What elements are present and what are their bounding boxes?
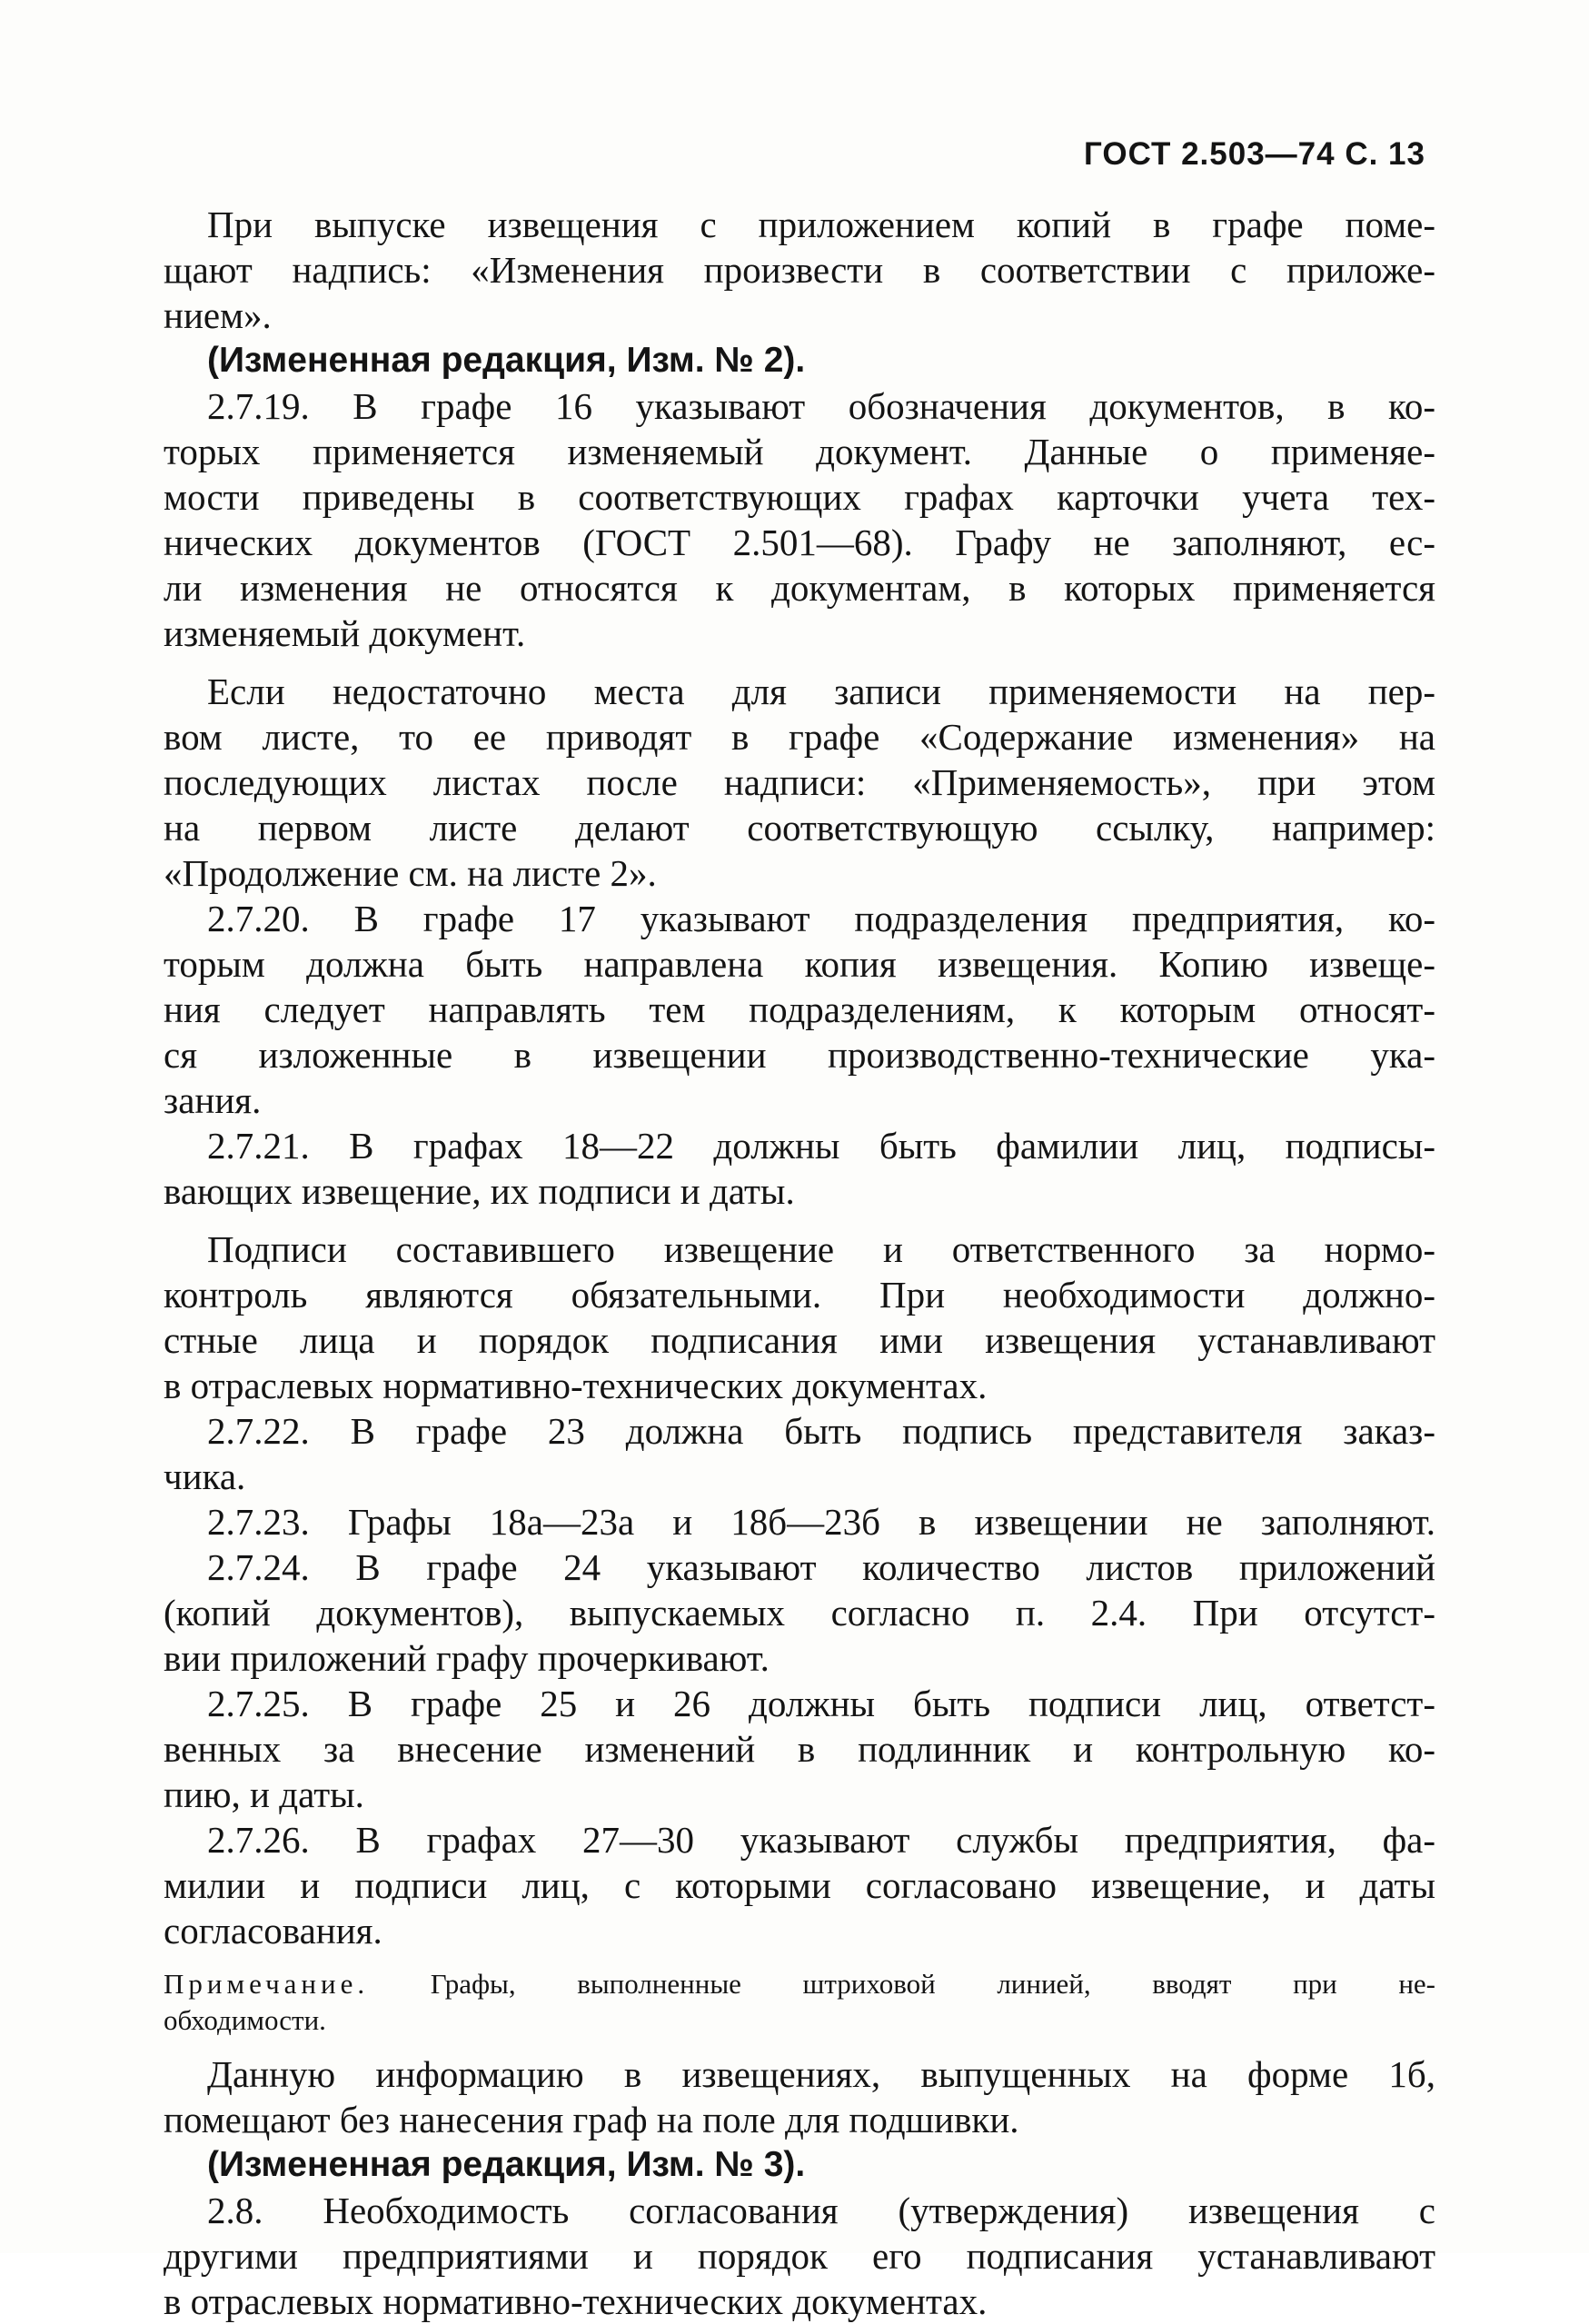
text-line: вающих извещение, их подписи и даты. xyxy=(164,1170,795,1212)
text-line: ся изложенные в извещении производственно-технические ука- xyxy=(164,1034,1435,1076)
text-line: Если недостаточно места для записи применяемости на пер- xyxy=(207,670,1435,712)
text-line: на первом листе делают соответствующую ссылку, например: xyxy=(164,807,1435,849)
running-head: ГОСТ 2.503—74 С. 13 xyxy=(1083,136,1425,172)
text-line: 2.7.21. В графах 18—22 должны быть фамилии лиц, подписы- xyxy=(207,1125,1435,1167)
note-line: обходимости. xyxy=(164,2004,326,2036)
text-line: в отраслевых нормативно-технических документах. xyxy=(164,2280,988,2322)
text-line: контроль являются обязательными. При необходимости должно- xyxy=(164,1274,1435,1316)
text-line: торых применяется изменяемый документ. Данные о применяе- xyxy=(164,431,1435,472)
text-line: 2.7.19. В графе 16 указывают обозначения документов, в ко- xyxy=(207,385,1435,427)
text-line: в отраслевых нормативно-технических документах. xyxy=(164,1365,988,1406)
text-line: 2.7.25. В графе 25 и 26 должны быть подписи лиц, ответст- xyxy=(207,1683,1435,1724)
text-line: нических документов (ГОСТ 2.501—68). Графу не заполняют, ес- xyxy=(164,521,1435,563)
text-line: 2.7.23. Графы 18а—23а и 18б—23б в извещении не заполняют. xyxy=(207,1501,1435,1543)
text-line: 2.8. Необходимость согласования (утверждения) извещения с xyxy=(207,2190,1435,2231)
text-line: 2.7.22. В графе 23 должна быть подпись представителя заказ- xyxy=(207,1410,1435,1452)
text-line: щают надпись: «Изменения произвести в соответствии с приложе- xyxy=(164,249,1435,291)
note-text: Графы, выполненные штриховой линией, вводят при не- xyxy=(430,1968,1435,2000)
text-line: милии и подписи лиц, с которыми согласовано извещение, и даты xyxy=(164,1864,1435,1906)
text-line: Данную информацию в извещениях, выпущенных на форме 1б, xyxy=(207,2053,1435,2095)
text-line: торым должна быть направлена копия извещения. Копию извеще- xyxy=(164,943,1435,985)
amendment-note: (Измененная редакция, Изм. № 2). xyxy=(207,341,806,380)
text-line: 2.7.24. В графе 24 указывают количество листов приложений xyxy=(207,1546,1435,1588)
text-line: При выпуске извещения с приложением копий в графе поме- xyxy=(207,204,1435,245)
text-line: Подписи составившего извещение и ответственного за нормо- xyxy=(207,1228,1435,1270)
text-line: 2.7.20. В графе 17 указывают подразделения предприятия, ко- xyxy=(207,898,1435,939)
text-line: венных за внесение изменений в подлинник и контрольную ко- xyxy=(164,1728,1435,1770)
document-body xyxy=(164,202,1435,2324)
text-line: ли изменения не относятся к документам, в которых применяется xyxy=(164,567,1435,609)
text-line: 2.7.26. В графах 27—30 указывают службы предприятия, фа- xyxy=(207,1819,1435,1861)
text-line: «Продолжение см. на листе 2». xyxy=(164,852,657,894)
text-line: вом листе, то ее приводят в графе «Содержание изменения» на xyxy=(164,716,1435,758)
text-line: другими предприятиями и порядок его подписания устанавливают xyxy=(164,2235,1435,2277)
text-line: помещают без нанесения граф на поле для подшивки. xyxy=(164,2099,1019,2140)
note-line xyxy=(164,1966,1435,2002)
text-line: стные лица и порядок подписания ими извещения устанавливают xyxy=(164,1319,1435,1361)
amendment-note: (Измененная редакция, Изм. № 3). xyxy=(207,2145,806,2184)
text-line: согласования. xyxy=(164,1910,382,1952)
text-line: изменяемый документ. xyxy=(164,612,526,654)
text-line: ния следует направлять тем подразделениям, к которым относят- xyxy=(164,988,1435,1030)
text-line: (копий документов), выпускаемых согласно п. 2.4. При отсутст- xyxy=(164,1592,1435,1634)
text-line: зания. xyxy=(164,1079,262,1121)
text-line: нием». xyxy=(164,294,272,336)
text-line: последующих листах после надписи: «Применяемость», при этом xyxy=(164,761,1435,803)
text-line: мости приведены в соответствующих графах карточки учета тех- xyxy=(164,476,1435,518)
text-line: пию, и даты. xyxy=(164,1773,364,1815)
text-line: вии приложений графу прочеркивают. xyxy=(164,1637,770,1679)
note-label: Примечание. xyxy=(164,1968,370,2000)
text-line: чика. xyxy=(164,1455,246,1497)
